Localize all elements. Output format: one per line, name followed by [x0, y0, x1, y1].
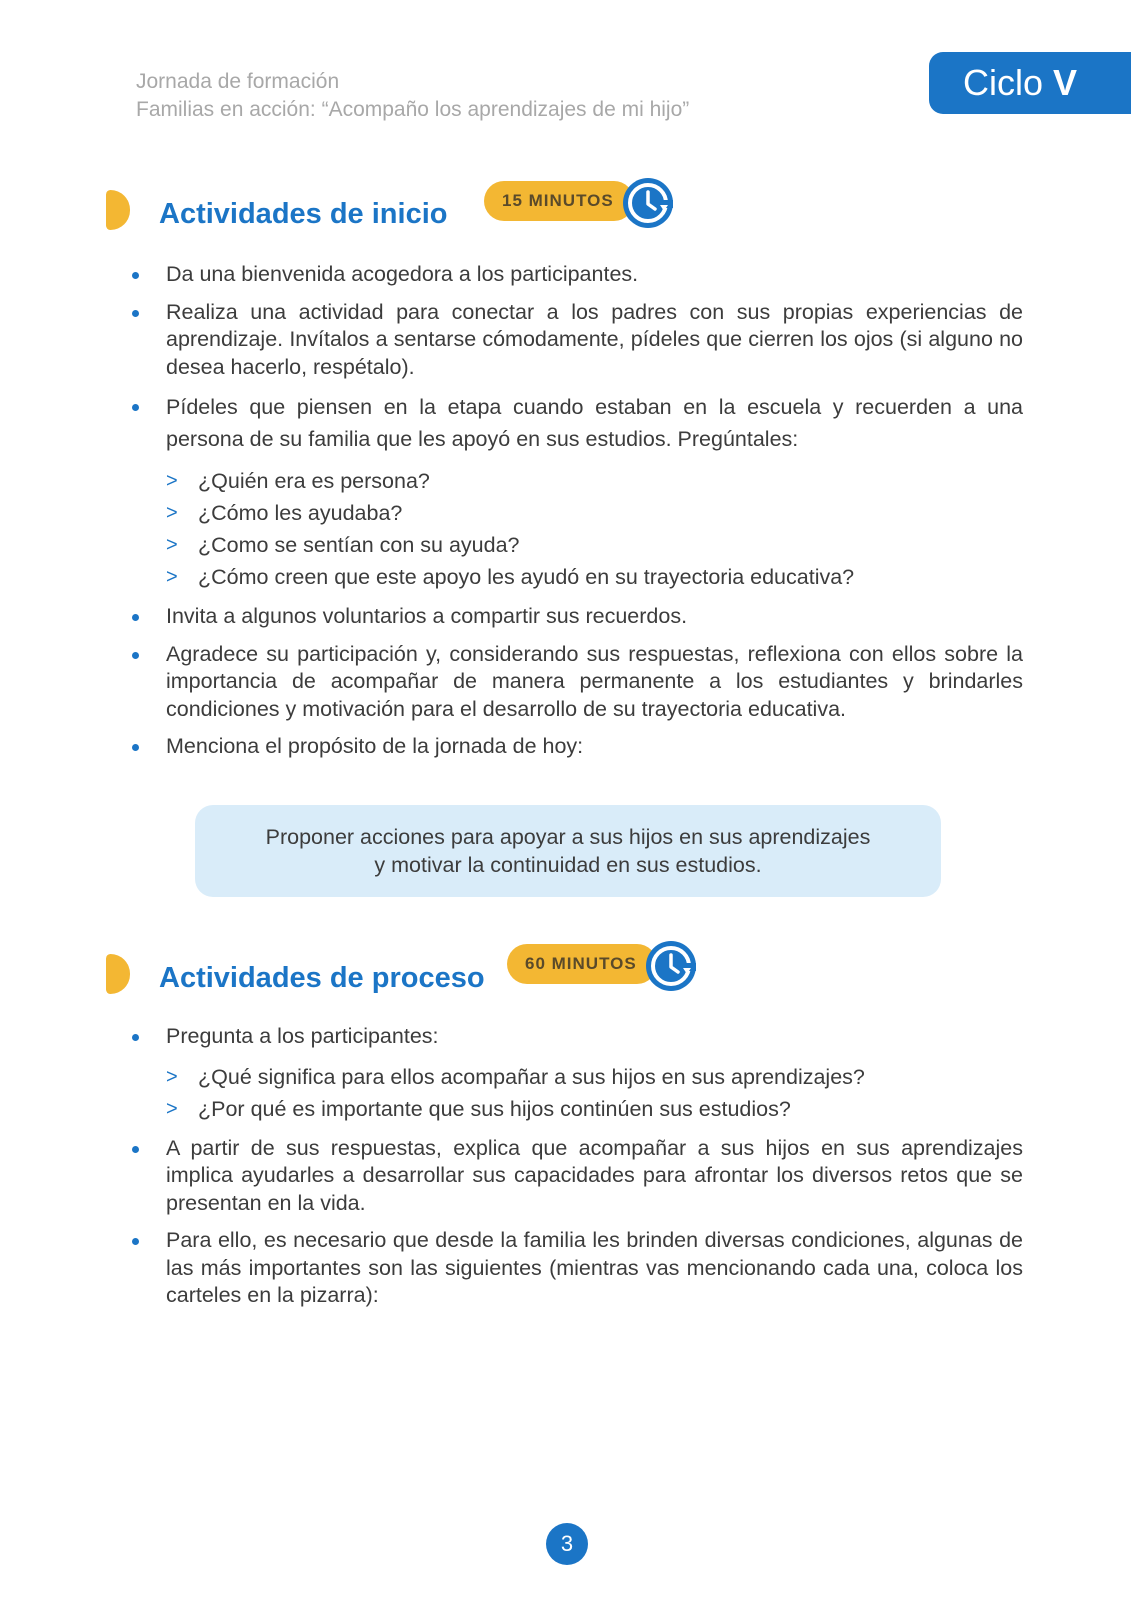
header-line-1: Jornada de formación: [136, 70, 340, 93]
section-start-title: Actividades de inicio: [159, 198, 448, 230]
question-list: [128, 1061, 1023, 1125]
clock-icon: [644, 939, 698, 993]
list-item: Realiza una actividad para conectar a los padres con sus propias experiencias de aprendizaje. Invítalos a sentarse cómodamente, pídeles que cierren los ojos (si alguno no desea hacerlo, respétalo).: [128, 299, 1023, 382]
page-header: [136, 68, 689, 124]
chevron-right-icon: >: [166, 534, 178, 556]
header-line-2: Familias en acción: “Acompaño los aprendizajes de mi hijo”: [136, 98, 690, 121]
duration-process-text: 60 MINUTOS: [525, 954, 637, 973]
section-start-content: [128, 261, 1023, 771]
chevron-right-icon: >: [166, 566, 178, 588]
page-number: 3: [546, 1523, 588, 1565]
question-item: > ¿Qué significa para ellos acompañar a sus hijos en sus aprendizajes?: [128, 1061, 1023, 1093]
duration-badge-start: [484, 181, 634, 221]
section-process-content: [128, 1023, 1023, 1320]
question-item: > ¿Cómo creen que este apoyo les ayudó en su trayectoria educativa?: [128, 561, 1023, 593]
question-item: > ¿Por qué es importante que sus hijos continúen sus estudios?: [128, 1093, 1023, 1125]
play-marker-icon: [106, 954, 130, 994]
list-item: Agradece su participación y, considerando sus respuestas, reflexiona con ellos sobre la importancia de acompañar de manera permanente a los estudiantes y brindarles condiciones y motivación para el desarrollo de su trayectoria educativa.: [128, 641, 1023, 724]
duration-start-text: 15 MINUTOS: [502, 191, 614, 210]
list-item: Pregunta a los participantes:: [128, 1023, 1023, 1051]
cycle-label: Ciclo: [963, 62, 1044, 103]
list-item: Pídeles que piensen en la etapa cuando estaban en la escuela y recuerden a una persona de su familia que les apoyó en sus estudios. Pregúntales:: [128, 391, 1023, 455]
chevron-right-icon: >: [166, 502, 178, 524]
cycle-tab: [929, 52, 1131, 114]
question-item: > ¿Quién era es persona?: [128, 465, 1023, 497]
chevron-right-icon: >: [166, 470, 178, 492]
question-item: > ¿Cómo les ayudaba?: [128, 497, 1023, 529]
list-item: Menciona el propósito de la jornada de hoy:: [128, 733, 1023, 761]
list-item: A partir de sus respuestas, explica que acompañar a sus hijos en sus aprendizajes implica ayudarles a desarrollar sus capacidades para afrontar los diversos retos que se presentan en la vida.: [128, 1135, 1023, 1218]
list-item: Da una bienvenida acogedora a los participantes.: [128, 261, 1023, 289]
purpose-box: [195, 805, 941, 897]
chevron-right-icon: >: [166, 1065, 178, 1088]
purpose-line-2: y motivar la continuidad en sus estudios.: [374, 853, 762, 877]
chevron-right-icon: >: [166, 1097, 178, 1120]
question-list: [128, 465, 1023, 593]
list-item: Para ello, es necesario que desde la familia les brinden diversas condiciones, algunas de las más importantes son las siguientes (mientras vas mencionando cada una, coloca los carteles en la pizarra):: [128, 1227, 1023, 1310]
section-process-title: Actividades de proceso: [159, 962, 485, 994]
question-item: > ¿Como se sentían con su ayuda?: [128, 529, 1023, 561]
play-marker-icon: [106, 190, 130, 230]
list-item: Invita a algunos voluntarios a compartir sus recuerdos.: [128, 603, 1023, 631]
clock-icon: [621, 176, 675, 230]
purpose-line-1: Proponer acciones para apoyar a sus hijos en sus aprendizajes: [265, 825, 871, 849]
duration-badge-process: [507, 944, 657, 984]
cycle-number: V: [1053, 62, 1078, 103]
